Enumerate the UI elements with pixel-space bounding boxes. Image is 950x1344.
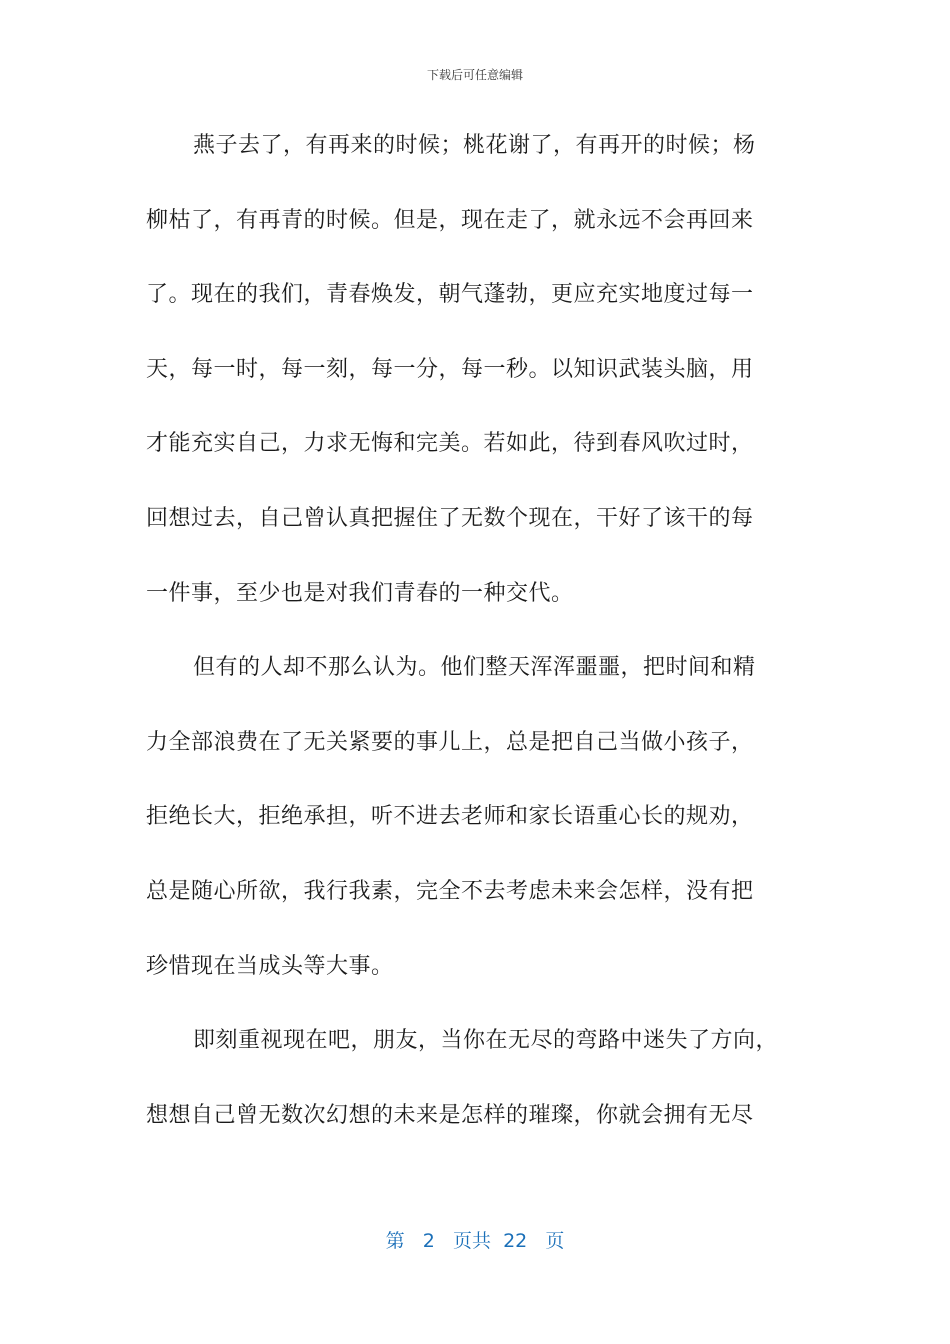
paragraph-2-line-3: 拒绝长大，拒绝承担，听不进去老师和家长语重心长的规劝， — [146, 804, 754, 830]
page-number-middle: 页共 — [452, 1230, 491, 1252]
paragraph-1-line-7: 一件事，至少也是对我们青春的一种交代。 — [146, 580, 574, 606]
paragraph-2-line-2: 力全部浪费在了无关紧要的事儿上，总是把自己当做小孩子， — [146, 729, 754, 755]
current-page-number: 2 — [422, 1230, 435, 1252]
paragraph-3-line-2: 想想自己曾无数次幻想的未来是怎样的璀璨，你就会拥有无尽 — [146, 1102, 754, 1128]
paragraph-1-line-5: 才能充实自己，力求无悔和完美。若如此，待到春风吹过时， — [146, 431, 754, 457]
document-body — [146, 125, 806, 1169]
paragraph-1-line-2: 柳枯了，有再青的时候。但是，现在走了，就永远不会再回来 — [146, 207, 754, 233]
paragraph-1-line-4: 天，每一时，每一刻，每一分，每一秒。以知识武装头脑，用 — [146, 356, 754, 382]
paragraph-1-line-1: 燕子去了，有再来的时候；桃花谢了，有再开的时候；杨 — [193, 133, 756, 158]
paragraph-2-line-1: 但有的人却不那么认为。他们整天浑浑噩噩，把时间和精 — [193, 655, 756, 681]
paragraph-3-line-1: 即刻重视现在吧，朋友，当你在无尽的弯路中迷失了方向， — [193, 1028, 779, 1054]
paragraph-2-line-4: 总是随心所欲，我行我素，完全不去考虑未来会怎样，没有把 — [146, 878, 754, 904]
paragraph-2-line-5: 珍惜现在当成头等大事。 — [146, 953, 394, 979]
paragraph-1-line-3: 了。现在的我们，青春焕发，朝气蓬勃，更应充实地度过每一 — [146, 282, 754, 308]
page-footer — [0, 1226, 950, 1253]
page-number-prefix: 第 — [385, 1230, 405, 1252]
paragraph-1-line-6: 回想过去，自己曾认真把握住了无数个现在，干好了该干的每 — [146, 505, 754, 531]
page-number-suffix: 页 — [545, 1230, 565, 1252]
page-header: 下载后可任意编辑 — [426, 68, 523, 82]
total-page-count: 22 — [503, 1230, 528, 1252]
